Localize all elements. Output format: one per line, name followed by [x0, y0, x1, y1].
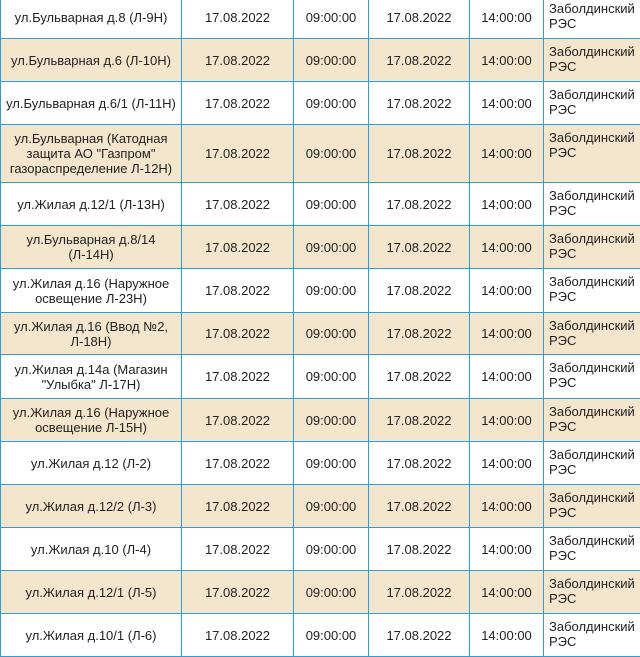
end-time-cell: 14:00:00 [470, 528, 544, 571]
table-row [1, 269, 640, 313]
table-row [1, 442, 640, 485]
end-date-cell: 17.08.2022 [369, 82, 470, 125]
end-date-cell: 17.08.2022 [369, 0, 470, 39]
start-date-cell: 17.08.2022 [182, 0, 294, 39]
start-time-cell: 09:00:00 [294, 313, 369, 355]
table-row [1, 485, 640, 528]
department-cell: Заболдинский РЭС [544, 226, 640, 269]
department-cell: Заболдинский РЭС [544, 82, 640, 125]
end-date-cell: 17.08.2022 [369, 269, 470, 313]
end-time-cell: 14:00:00 [470, 355, 544, 399]
start-date-cell: 17.08.2022 [182, 82, 294, 125]
address-cell: ул.Бульварная (Катодная защита АО "Газпром" газораспределение Л-12Н) [1, 125, 182, 183]
end-date-cell: 17.08.2022 [369, 39, 470, 82]
table-row [1, 399, 640, 442]
department-cell: Заболдинский РЭС [544, 183, 640, 226]
address-cell: ул.Жилая д.12/2 (Л-3) [1, 485, 182, 528]
start-time-cell: 09:00:00 [294, 39, 369, 82]
department-cell: Заболдинский РЭС [544, 528, 640, 571]
start-date-cell: 17.08.2022 [182, 355, 294, 399]
start-date-cell: 17.08.2022 [182, 125, 294, 183]
address-cell: ул.Бульварная д.6/1 (Л-11Н) [1, 82, 182, 125]
start-time-cell: 09:00:00 [294, 614, 369, 657]
department-cell: Заболдинский РЭС [544, 125, 640, 183]
department-cell: Заболдинский РЭС [544, 485, 640, 528]
start-time-cell: 09:00:00 [294, 485, 369, 528]
end-date-cell: 17.08.2022 [369, 125, 470, 183]
start-time-cell: 09:00:00 [294, 183, 369, 226]
table-row [1, 82, 640, 125]
table-row [1, 183, 640, 226]
end-date-cell: 17.08.2022 [369, 183, 470, 226]
address-cell: ул.Жилая д.10 (Л-4) [1, 528, 182, 571]
start-time-cell: 09:00:00 [294, 82, 369, 125]
end-time-cell: 14:00:00 [470, 269, 544, 313]
address-cell: ул.Жилая д.12 (Л-2) [1, 442, 182, 485]
end-time-cell: 14:00:00 [470, 0, 544, 39]
end-date-cell: 17.08.2022 [369, 571, 470, 614]
end-time-cell: 14:00:00 [470, 571, 544, 614]
end-time-cell: 14:00:00 [470, 183, 544, 226]
end-time-cell: 14:00:00 [470, 399, 544, 442]
start-date-cell: 17.08.2022 [182, 226, 294, 269]
address-cell: ул.Бульварная д.6 (Л-10Н) [1, 39, 182, 82]
department-cell: Заболдинский РЭС [544, 313, 640, 355]
end-time-cell: 14:00:00 [470, 614, 544, 657]
department-cell: Заболдинский РЭС [544, 39, 640, 82]
end-time-cell: 14:00:00 [470, 39, 544, 82]
address-cell: ул.Жилая д.16 (Наружное освещение Л-15Н) [1, 399, 182, 442]
table-row [1, 226, 640, 269]
address-cell: ул.Жилая д.10/1 (Л-6) [1, 614, 182, 657]
start-time-cell: 09:00:00 [294, 226, 369, 269]
start-time-cell: 09:00:00 [294, 0, 369, 39]
table-row [1, 313, 640, 355]
end-time-cell: 14:00:00 [470, 485, 544, 528]
address-cell: ул.Бульварная д.8/14 (Л-14Н) [1, 226, 182, 269]
table-row [1, 355, 640, 399]
start-date-cell: 17.08.2022 [182, 183, 294, 226]
start-time-cell: 09:00:00 [294, 528, 369, 571]
address-cell: ул.Жилая д.16 (Ввод №2, Л-18Н) [1, 313, 182, 355]
end-date-cell: 17.08.2022 [369, 313, 470, 355]
table-row [1, 614, 640, 657]
department-cell: Заболдинский РЭС [544, 355, 640, 399]
department-cell: Заболдинский РЭС [544, 614, 640, 657]
end-time-cell: 14:00:00 [470, 226, 544, 269]
start-time-cell: 09:00:00 [294, 269, 369, 313]
end-time-cell: 14:00:00 [470, 313, 544, 355]
start-time-cell: 09:00:00 [294, 399, 369, 442]
start-date-cell: 17.08.2022 [182, 313, 294, 355]
end-date-cell: 17.08.2022 [369, 442, 470, 485]
table-row [1, 571, 640, 614]
table-row [1, 125, 640, 183]
department-cell: Заболдинский РЭС [544, 269, 640, 313]
department-cell: Заболдинский РЭС [544, 0, 640, 39]
start-time-cell: 09:00:00 [294, 355, 369, 399]
end-date-cell: 17.08.2022 [369, 355, 470, 399]
start-date-cell: 17.08.2022 [182, 571, 294, 614]
table-row [1, 39, 640, 82]
end-date-cell: 17.08.2022 [369, 485, 470, 528]
start-date-cell: 17.08.2022 [182, 269, 294, 313]
end-date-cell: 17.08.2022 [369, 226, 470, 269]
department-cell: Заболдинский РЭС [544, 442, 640, 485]
address-cell: ул.Бульварная д.8 (Л-9Н) [1, 0, 182, 39]
start-date-cell: 17.08.2022 [182, 485, 294, 528]
end-date-cell: 17.08.2022 [369, 399, 470, 442]
end-time-cell: 14:00:00 [470, 125, 544, 183]
start-time-cell: 09:00:00 [294, 125, 369, 183]
start-time-cell: 09:00:00 [294, 442, 369, 485]
end-time-cell: 14:00:00 [470, 442, 544, 485]
start-date-cell: 17.08.2022 [182, 528, 294, 571]
start-time-cell: 09:00:00 [294, 571, 369, 614]
start-date-cell: 17.08.2022 [182, 614, 294, 657]
table-row [1, 0, 640, 39]
end-date-cell: 17.08.2022 [369, 614, 470, 657]
address-cell: ул.Жилая д.16 (Наружное освещение Л-23Н) [1, 269, 182, 313]
end-time-cell: 14:00:00 [470, 82, 544, 125]
start-date-cell: 17.08.2022 [182, 39, 294, 82]
end-date-cell: 17.08.2022 [369, 528, 470, 571]
start-date-cell: 17.08.2022 [182, 442, 294, 485]
address-cell: ул.Жилая д.12/1 (Л-13Н) [1, 183, 182, 226]
address-cell: ул.Жилая д.14а (Магазин "Улыбка" Л-17Н) [1, 355, 182, 399]
address-cell: ул.Жилая д.12/1 (Л-5) [1, 571, 182, 614]
department-cell: Заболдинский РЭС [544, 399, 640, 442]
table-row [1, 528, 640, 571]
department-cell: Заболдинский РЭС [544, 571, 640, 614]
start-date-cell: 17.08.2022 [182, 399, 294, 442]
